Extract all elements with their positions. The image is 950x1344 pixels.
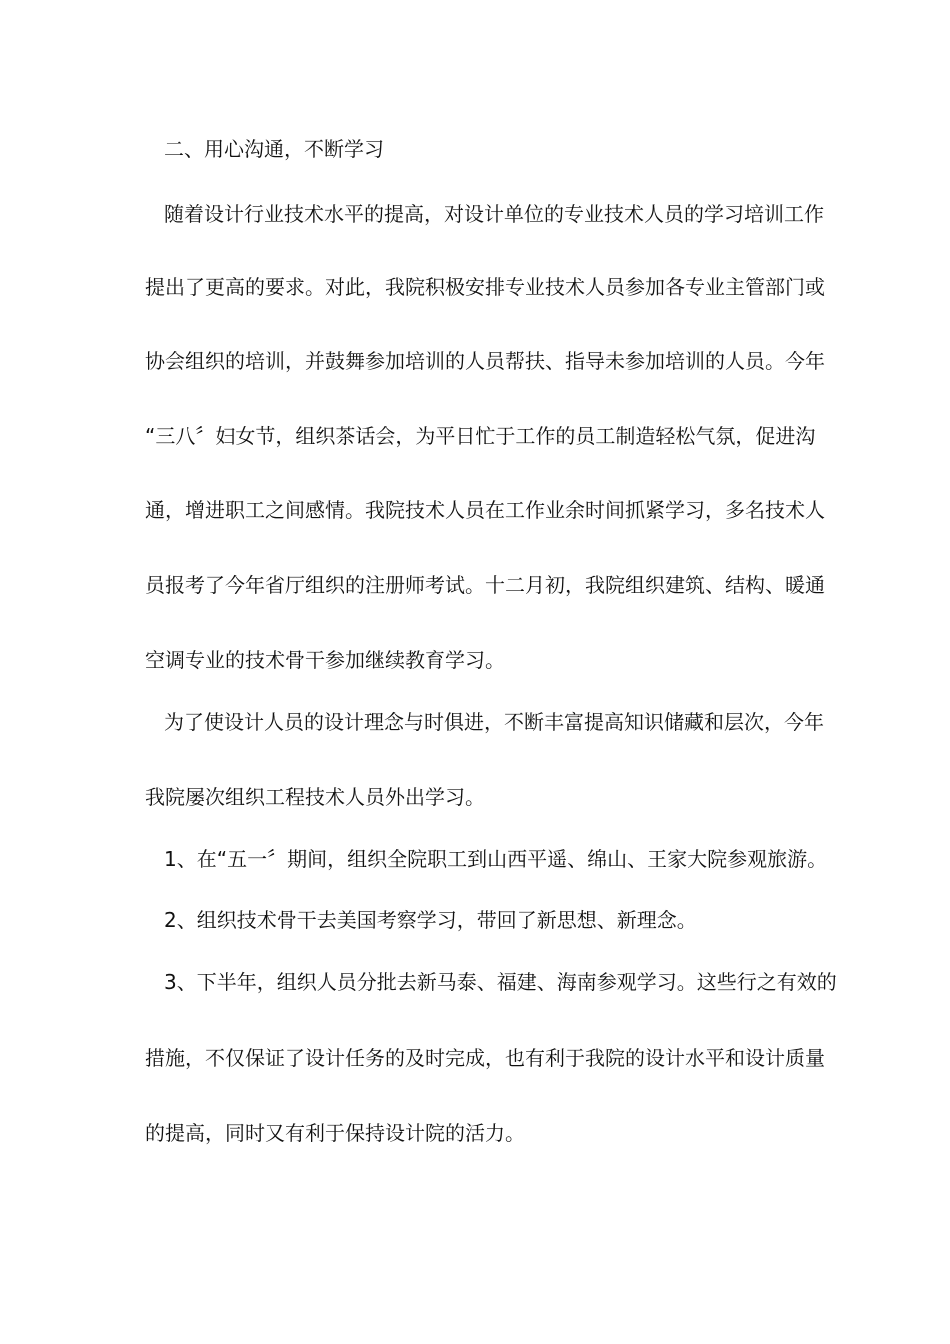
list-item: 3、下半年，组织人员分批去新马泰、福建、海南参观学习。这些行之有效的 [164,970,837,994]
section-heading: 二、用心沟通，不断学习 [164,137,384,161]
paragraph-line: 空调专业的技术骨干参加继续教育学习。 [145,648,505,672]
paragraph-line: “三八〞妇女节，组织茶话会，为平日忙于工作的员工制造轻松气氛，促进沟 [145,424,816,448]
paragraph-line: 通，增进职工之间感情。我院技术人员在工作业余时间抓紧学习，多名技术人 [145,498,825,522]
paragraph-line: 提出了更高的要求。对此，我院积极安排专业技术人员参加各专业主管部门或 [145,275,825,299]
paragraph-line: 的提高，同时又有利于保持设计院的活力。 [145,1121,525,1145]
list-item: 2、组织技术骨干去美国考察学习，带回了新思想、新理念。 [164,908,697,932]
paragraph-line: 为了使设计人员的设计理念与时俱进，不断丰富提高知识储藏和层次，今年 [164,710,824,734]
paragraph-line: 协会组织的培训，并鼓舞参加培训的人员帮扶、指导未参加培训的人员。今年 [145,349,825,373]
paragraph-line: 我院屡次组织工程技术人员外出学习。 [145,785,485,809]
paragraph-line: 随着设计行业技术水平的提高，对设计单位的专业技术人员的学习培训工作 [164,202,824,226]
list-item: 1、在“五一〞期间，组织全院职工到山西平遥、绵山、王家大院参观旅游。 [164,847,828,871]
paragraph-line: 措施，不仅保证了设计任务的及时完成，也有利于我院的设计水平和设计质量 [145,1046,825,1070]
paragraph-line: 员报考了今年省厅组织的注册师考试。十二月初，我院组织建筑、结构、暖通 [145,573,825,597]
